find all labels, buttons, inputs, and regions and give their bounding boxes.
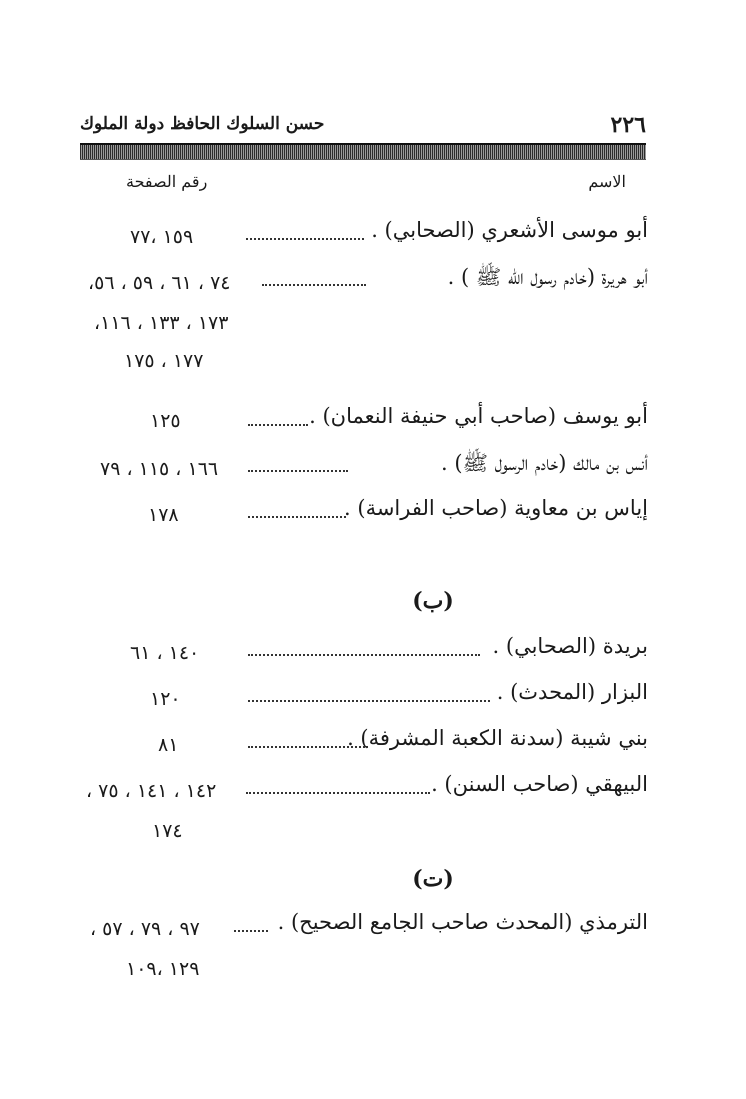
entry-pages: ١٢٥ xyxy=(150,410,181,432)
entry-pages-continued: ١٧٣ ، ١٣٣ ، ١١٦، xyxy=(94,312,229,334)
entry-pages: ١٧٨ xyxy=(148,504,179,526)
dot-leader xyxy=(248,514,346,518)
entry-name: أبو يوسف (صاحب أبي حنيفة النعمان) . xyxy=(309,404,648,428)
entry-name: إياس بن معاوية (صاحب الفراسة) . xyxy=(344,496,648,520)
column-head-page: رقم الصفحة xyxy=(126,172,208,191)
header-rule xyxy=(80,143,646,160)
entry-pages: ١٤٢ ، ١٤١ ، ٧٥ ، xyxy=(86,780,217,802)
entry-name: أنس بن مالك (خادم الرسول ﷺ) . xyxy=(441,451,648,475)
section-heading-ta xyxy=(0,866,746,892)
dot-leader xyxy=(262,282,366,286)
dot-leader xyxy=(248,652,480,656)
section-letter: (ت) xyxy=(412,866,454,892)
entry-pages-continued: ١٧٤ xyxy=(152,820,183,842)
dot-leader xyxy=(248,422,308,426)
entry-pages: ٧٤ ، ٦١ ، ٥٩ ، ٥٦، xyxy=(88,272,231,294)
entry-name: بني شيبة (سدنة الكعبة المشرفة) . xyxy=(347,726,648,750)
page-number: ٢٢٦ xyxy=(610,112,646,138)
entry-name: أبو هريرة (خادم رسول الله ﷺ ) . xyxy=(447,265,648,289)
entry-pages: ١٦٦ ، ١١٥ ، ٧٩ xyxy=(100,458,219,480)
entry-pages: ٩٧ ، ٧٩ ، ٥٧ ، xyxy=(90,918,200,940)
entry-pages: ١٥٩ ،٧٧ xyxy=(130,226,194,248)
entry-pages-continued: ١٧٧ ، ١٧٥ xyxy=(124,350,204,372)
entry-name: أبو موسى الأشعري (الصحابي) . xyxy=(371,218,648,242)
dot-leader xyxy=(248,698,490,702)
entry-name: الترمذي (المحدث صاحب الجامع الصحيح) . xyxy=(277,910,648,934)
dot-leader xyxy=(246,236,364,240)
entry-pages-continued: ١٢٩ ،١٠٩ xyxy=(126,958,200,980)
dot-leader xyxy=(248,744,368,748)
dot-leader xyxy=(246,790,430,794)
entry-pages: ١٢٠ xyxy=(150,688,181,710)
section-letter: (ب) xyxy=(412,588,454,614)
book-title: حسن السلوك الحافظ دولة الملوك xyxy=(80,114,325,134)
entry-name: البيهقي (صاحب السنن) . xyxy=(431,772,648,796)
dot-leader xyxy=(234,928,268,932)
dot-leader xyxy=(248,468,348,472)
section-heading-ba xyxy=(0,588,746,614)
entry-pages: ٨١ xyxy=(158,734,179,756)
running-header xyxy=(80,108,646,142)
entry-pages: ١٤٠ ، ٦١ xyxy=(130,642,200,664)
column-head-name: الاسم xyxy=(588,172,626,191)
entry-name: البزار (المحدث) . xyxy=(496,680,648,704)
entry-name: بريدة (الصحابي) . xyxy=(492,634,648,658)
